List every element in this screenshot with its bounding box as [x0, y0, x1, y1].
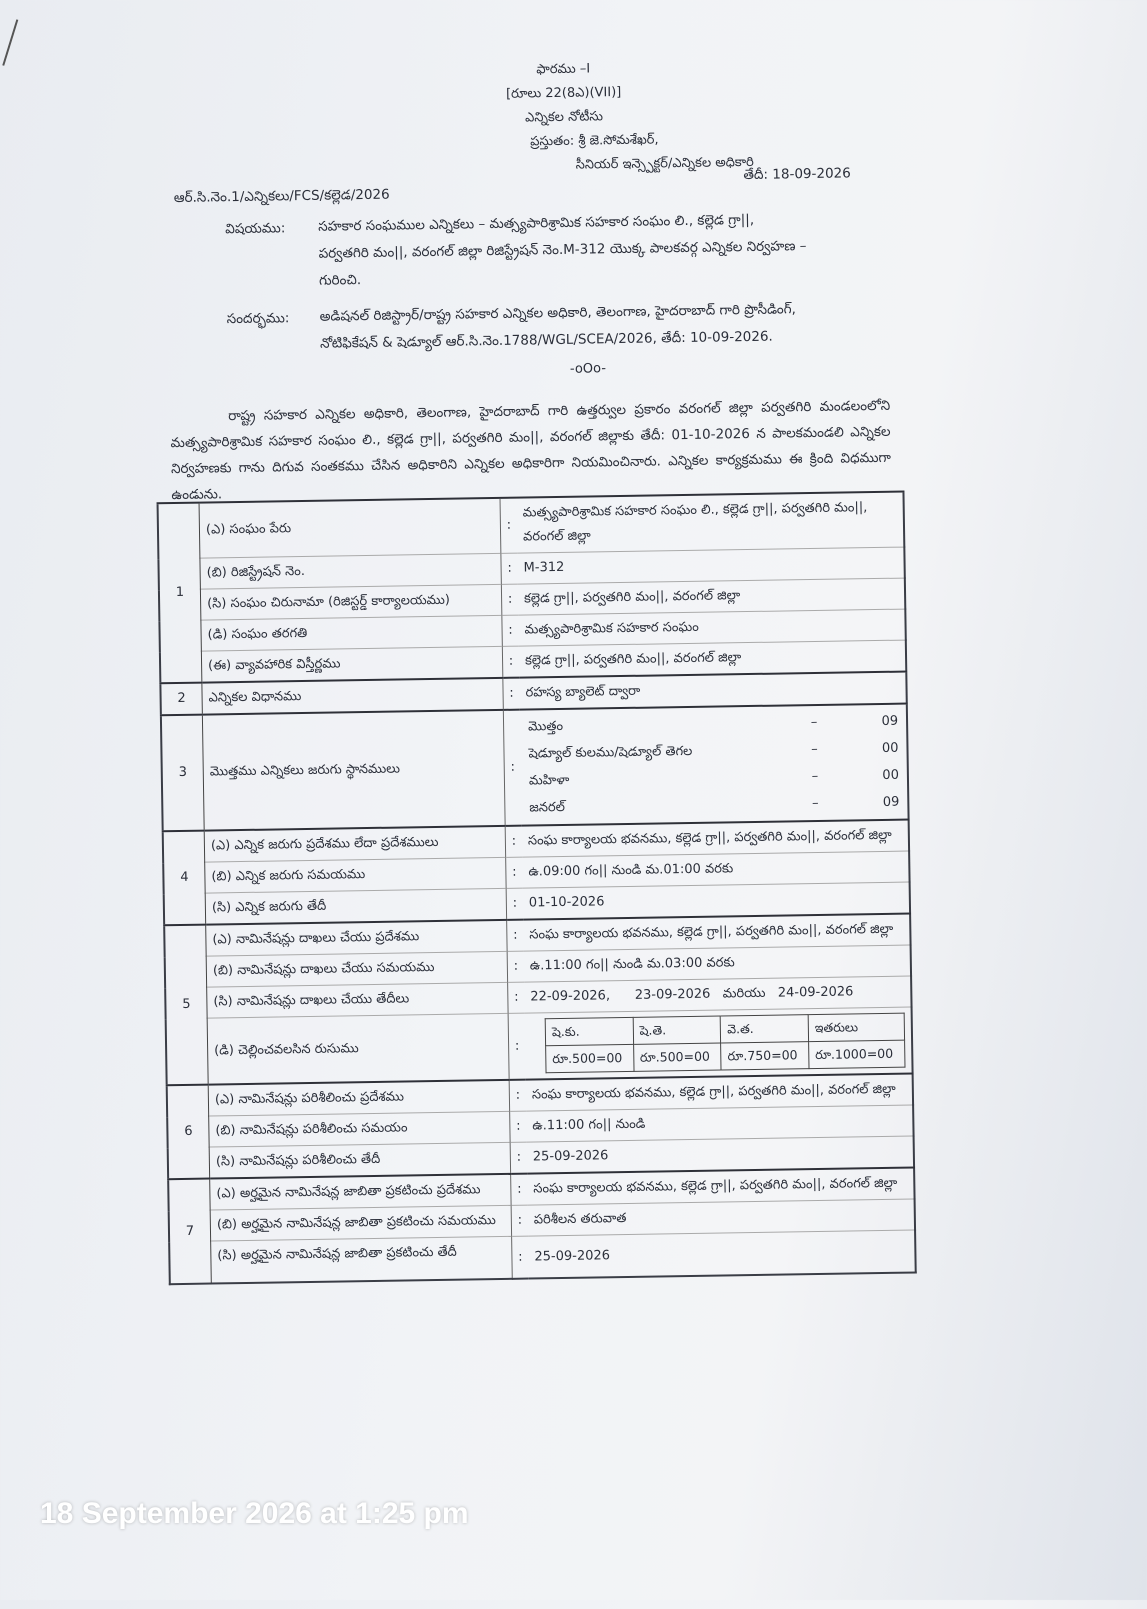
- presiding-officer: ప్రస్తుతం: శ్రీ జె.సోమశేఖర్,: [530, 132, 659, 150]
- body-text: రాష్ట్ర సహకార ఎన్నికల అధికారి, తెలంగాణ, హైదరాబాద్ గారి ఉత్తర్వుల ప్రకారం వరంగల్ జిల్లా పర్వతగిరి మండలంలోని మత్స్యపారిశ్రామిక సహకార సంఘం లి., కల్లెడ గ్రా||, పర్వతగిరి మం||, వరంగల్ జిల్లాకు తేదీ: 01-10-2026 న పాలకమండలి ఎన్నికల నిర్వహణకు గాను దిగువ సంతకము చేసిన అధికారిని ఎన్నికల అధికారిగా నియమించినారు. ఎన్నికల కార్యక్రమము ఈ క్రింది విధముగా ఉండును.: [170, 397, 892, 504]
- section-number: 4: [163, 831, 206, 926]
- row-label: మొత్తము ఎన్నికలు జరుగు స్థానములు: [202, 710, 505, 831]
- fee-value-row: [546, 1040, 905, 1073]
- row-value: కల్లెడ గ్రా||, పర్వతగిరి మం||, వరంగల్ జిల్లా: [519, 640, 906, 678]
- colon: :: [509, 1080, 526, 1112]
- form-number: ఫారము –I: [536, 61, 591, 78]
- row-value: సంఘ కార్యాలయ భవనము, కల్లెడ గ్రా||, పర్వతగిరి మం||, వరంగల్ జిల్లా: [523, 914, 910, 952]
- subject-text: [318, 205, 879, 295]
- colon: :: [501, 553, 518, 584]
- row-label: (బి) ఎన్నిక జరుగు సమయము: [205, 857, 506, 893]
- row-label: (ఎ) నామినేషన్లు పరిశీలించు ప్రదేశము: [208, 1080, 509, 1116]
- reference-line: నోటిఫికేషన్ & షెడ్యూల్ ఆర్.సి.నెం.1788/WGL/SCEA/2026, తేదీ: 10-09-2026.: [319, 328, 773, 352]
- colon: :: [507, 951, 524, 982]
- reference-text: [319, 295, 880, 358]
- row-value: ఉ.11:00 గం|| నుండి మ.03:00 వరకు: [524, 945, 911, 982]
- fee-table: [545, 1013, 906, 1074]
- row-label: (బి) రిజిస్ట్రేషన్ నెం.: [200, 553, 501, 589]
- colon: :: [505, 826, 522, 858]
- row-value: 25-09-2026: [527, 1136, 914, 1174]
- document-title: ఎన్నికల నోటీసు: [524, 109, 604, 126]
- reference-line: అడిషనల్ రిజిస్ట్రార్/రాష్ట్ర సహకార ఎన్నికల అధికారి, తెలంగాణ, హైదరాబాద్ గారి ప్రొసీడింగ్,: [319, 301, 796, 325]
- notice-date: తేదీ: 18-09-2026: [743, 165, 851, 184]
- row-label: (సి) ఎన్నిక జరుగు తేదీ: [205, 888, 506, 924]
- row-value: సంఘ కార్యాలయ భవనము, కల్లెడ గ్రా||, పర్వతగిరి మం||, వరంగల్ జిల్లా: [527, 1167, 914, 1205]
- row-value: కల్లెడ గ్రా||, పర్వతగిరి మం||, వరంగల్ జిల్లా: [518, 578, 905, 615]
- row-value: మత్స్యపారిశ్రామిక సహకార సంఘం లి., కల్లెడ గ్రా||, పర్వతగిరి మం||, వరంగల్ జిల్లా: [517, 492, 905, 554]
- colon: :: [507, 920, 524, 952]
- seat-count: 09: [881, 713, 899, 729]
- colon: :: [508, 1013, 526, 1080]
- row-label: (సి) సంఘం చిరునామా (రిజిస్టర్డ్ కార్యాలయము): [200, 584, 501, 620]
- dash: –: [811, 768, 819, 785]
- colon: :: [512, 1236, 529, 1279]
- dash: –: [810, 714, 818, 731]
- row-label: (బి) నామినేషన్లు దాఖలు చేయు సమయము: [206, 951, 507, 987]
- officer-designation: సీనియర్ ఇన్స్పెక్టర్/ఎన్నికల అధికారి: [575, 154, 754, 173]
- colon: :: [502, 615, 519, 646]
- election-schedule-table: [157, 491, 917, 1286]
- colon: :: [501, 584, 518, 615]
- colon: :: [503, 678, 520, 710]
- row-label: (బి) అర్హమైన నామినేషన్ల జాబితా ప్రకటించు సమయము: [210, 1205, 511, 1241]
- colon: :: [506, 857, 523, 888]
- dash: –: [811, 795, 819, 812]
- section-number: 5: [164, 925, 208, 1086]
- fee-value: రూ.500=00: [546, 1044, 634, 1072]
- row-value: సంఘ కార్యాలయ భవనము, కల్లెడ గ్రా||, పర్వతగిరి మం||, వరంగల్ జిల్లా: [526, 1074, 913, 1112]
- colon: :: [500, 498, 517, 554]
- row-value: 01-10-2026: [523, 882, 910, 920]
- photo-timestamp: 18 September 2026 at 1:25 pm: [40, 1497, 469, 1530]
- seat-count: 00: [881, 740, 899, 756]
- colon: :: [502, 646, 519, 678]
- row-label: (ఎ) అర్హమైన నామినేషన్ల జాబితా ప్రకటించు ప్రదేశము: [210, 1174, 511, 1210]
- section-number: 6: [167, 1085, 210, 1180]
- table-row: [161, 704, 909, 832]
- row-label: (సి) అర్హమైన నామినేషన్ల జాబితా ప్రకటించు తేదీ: [211, 1236, 513, 1283]
- fee-value: రూ.1000=00: [809, 1040, 905, 1069]
- row-label: (ఎ) ఎన్నిక జరుగు ప్రదేశము లేదా ప్రదేశములు: [204, 826, 505, 862]
- row-value: ఉ.11:00 గం|| నుండి: [526, 1105, 913, 1142]
- row-label: (సి) నామినేషన్లు పరిశీలించు తేదీ: [209, 1142, 510, 1178]
- seat-row: [527, 789, 901, 822]
- colon: :: [508, 982, 525, 1013]
- table-row: [166, 1007, 913, 1085]
- subject-line: గురించి.: [318, 272, 362, 289]
- row-label: (బి) నామినేషన్లు పరిశీలించు సమయం: [209, 1111, 510, 1147]
- row-value: మత్స్యపారిశ్రామిక సహకార సంఘం: [518, 609, 905, 646]
- seat-category: మహిళా: [528, 772, 570, 789]
- seat-count: 09: [882, 794, 900, 810]
- seats-breakdown: [526, 708, 902, 822]
- row-label: (ఎ) సంఘం పేరు: [199, 498, 501, 558]
- colon: :: [510, 1142, 527, 1174]
- seat-category: షెడ్యూల్ కులము/షెడ్యూల్ తెగల: [528, 743, 693, 762]
- rule-reference: [రూలు 22(8ఎ)(VII)]: [505, 84, 622, 102]
- pen-mark: [2, 19, 18, 65]
- row-value: రహస్య బ్యాలెట్ ద్వారా: [519, 672, 906, 710]
- colon: :: [503, 710, 521, 826]
- row-value: ఉ.09:00 గం|| నుండి మ.01:00 వరకు: [522, 851, 909, 888]
- seat-count: 00: [882, 767, 900, 783]
- row-value: 22-09-2026, 23-09-2026 మరియు 24-09-2026: [524, 976, 911, 1013]
- reference-number: ఆర్.సి.నెం.1/ఎన్నికలు/FCS/కల్లెడ/2026: [173, 186, 390, 207]
- row-label: (ఎ) నామినేషన్లు దాఖలు చేయు ప్రదేశము: [206, 920, 507, 956]
- colon: :: [511, 1174, 528, 1206]
- row-value: M-312: [517, 547, 904, 584]
- seat-category: మొత్తం: [527, 718, 564, 735]
- row-value: 25-09-2026: [528, 1230, 916, 1279]
- fee-header: వె.త.: [720, 1015, 808, 1043]
- reference-label: సందర్భము:: [226, 310, 290, 328]
- seat-category: జనరల్: [529, 799, 566, 816]
- fee-header: షె.తె.: [633, 1016, 721, 1044]
- row-label: ఎన్నికల విధానము: [202, 678, 503, 715]
- row-value: పరిశీలన తరువాత: [528, 1199, 915, 1236]
- fee-header: షె.కు.: [545, 1017, 633, 1045]
- colon: :: [510, 1111, 527, 1142]
- subject-line: పర్వతగిరి మం||, వరంగల్ జిల్లా రిజిస్ట్రేషన్ నెం.M-312 యొక్క పాలకవర్గ ఎన్నికల నిర్వహణ –: [318, 238, 807, 262]
- row-value: సంఘ కార్యాలయ భవనము, కల్లెడ గ్రా||, పర్వతగిరి మం||, వరంగల్ జిల్లా: [522, 820, 909, 858]
- subject-label: విషయము:: [225, 220, 286, 238]
- section-number: 3: [161, 715, 204, 832]
- fee-header: ఇతరులు: [808, 1013, 904, 1042]
- separator: -oOo-: [569, 361, 607, 377]
- section-number: 7: [168, 1179, 211, 1285]
- fee-value: రూ.750=00: [721, 1042, 809, 1070]
- row-label: (డి) చెల్లించవలసిన రుసుము: [207, 1013, 509, 1084]
- row-label: (ఈ) వ్యావహారిక విస్తీర్ణము: [201, 646, 502, 682]
- row-label: (డి) సంఘం తరగతి: [201, 615, 502, 651]
- body-paragraph: [170, 393, 892, 508]
- subject-line: సహకార సంఘముల ఎన్నికలు – మత్స్యపారిశ్రామిక సహకార సంఘం లి., కల్లెడ గ్రా||,: [318, 211, 755, 235]
- colon: :: [511, 1205, 528, 1236]
- colon: :: [506, 888, 523, 920]
- fee-value: రూ.500=00: [633, 1043, 721, 1071]
- section-number: 1: [158, 503, 202, 684]
- section-number: 2: [160, 683, 202, 716]
- row-label: (సి) నామినేషన్లు దాఖలు చేయు తేదీలు: [207, 982, 508, 1018]
- dash: –: [811, 741, 818, 758]
